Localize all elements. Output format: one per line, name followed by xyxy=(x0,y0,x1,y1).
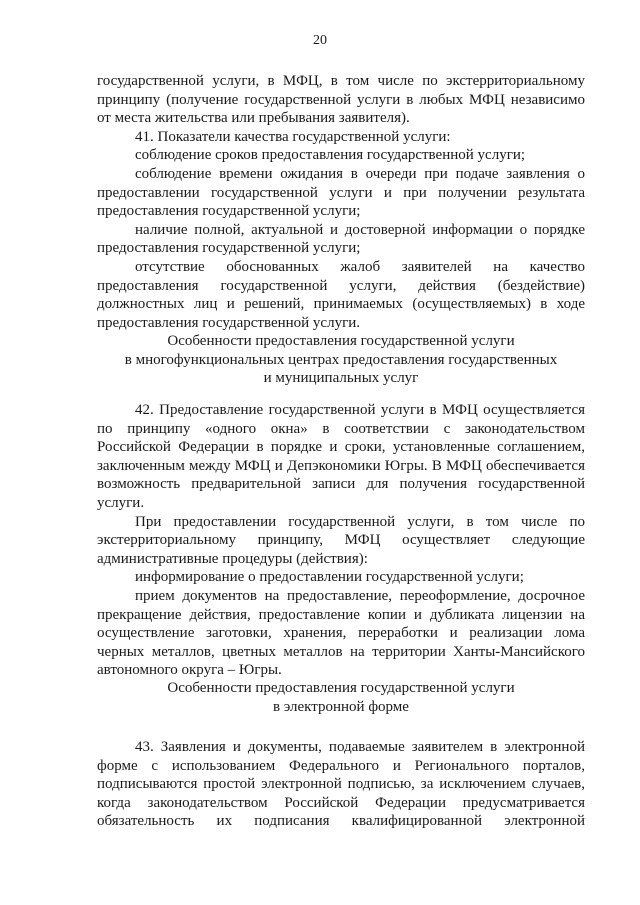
electronic-section-heading xyxy=(97,679,585,716)
item-41-criterion: соблюдение времени ожидания в очереди при подаче заявления о предоставлении государственной услуги и при получении результата предоставления государственной услуги; xyxy=(97,165,585,220)
heading-line: Особенности предоставления государственной услуги xyxy=(167,680,515,696)
item-42-paragraph: 42. Предоставление государственной услуги в МФЦ осуществляется по принципу «одного окна» в соответствии с законодательством Российской Федерации в порядке и сроки, установленные соглашением, заключенным между МФЦ и Депэкономики Югры. В МФЦ обеспечивается возможность предварительной записи для получения государственной услуги. xyxy=(97,402,585,511)
mfc-section-heading xyxy=(97,332,585,388)
item-42-paragraph: информирование о предоставлении государственной услуги; xyxy=(135,569,524,586)
section-41-block xyxy=(97,72,585,332)
page-number: 20 xyxy=(313,33,327,48)
intro-paragraph: государственной услуги, в МФЦ, в том числе по экстерриториальному принципу (получение государственной услуги в любых МФЦ независимо от места жительства или пребывания заявителя). xyxy=(97,73,585,127)
heading-line: Особенности предоставления государственной услуги xyxy=(167,333,515,349)
item-41-criterion: соблюдение сроков предоставления государственной услуги; xyxy=(135,147,526,164)
heading-line: в многофункциональных центрах предоставления государственных xyxy=(124,351,558,368)
item-43-paragraph: 43. Заявления и документы, подаваемые заявителем в электронной форме с использованием Федерального и Регионального порталов, подписываются простой электронной подписью, за исключением случаев, когда законодательством Российской Федерации предусматривается обязательность их подписания квалифицированной электронной xyxy=(97,739,585,830)
section-42-block xyxy=(97,401,585,680)
item-41-criterion: наличие полной, актуальной и достоверной информации о порядке предоставления государственной услуги; xyxy=(97,221,585,257)
item-41-title: 41. Показатели качества государственной услуги: xyxy=(135,128,451,145)
section-43-block xyxy=(97,738,585,831)
heading-line: в электронной форме xyxy=(273,698,409,715)
heading-line: и муниципальных услуг xyxy=(263,370,419,387)
item-42-paragraph: При предоставлении государственной услуги, в том числе по экстерриториальному принципу, МФЦ осуществляет следующие административные процедуры (действия): xyxy=(97,513,585,567)
item-42-paragraph: прием документов на предоставление, переоформление, досрочное прекращение действия, предоставление копии и дубликата лицензии на осуществление заготовки, хранения, переработки и реализации лома черных металлов, цветных металлов на территории Ханты-Мансийского автономного округа – Югры. xyxy=(97,587,585,679)
item-41-criterion: отсутствие обоснованных жалоб заявителей на качество предоставления государственной услуги, действия (бездействие) должностных лиц и решений, принимаемых (осуществляемых) в ходе предоставления государственной услуги. xyxy=(97,258,585,331)
